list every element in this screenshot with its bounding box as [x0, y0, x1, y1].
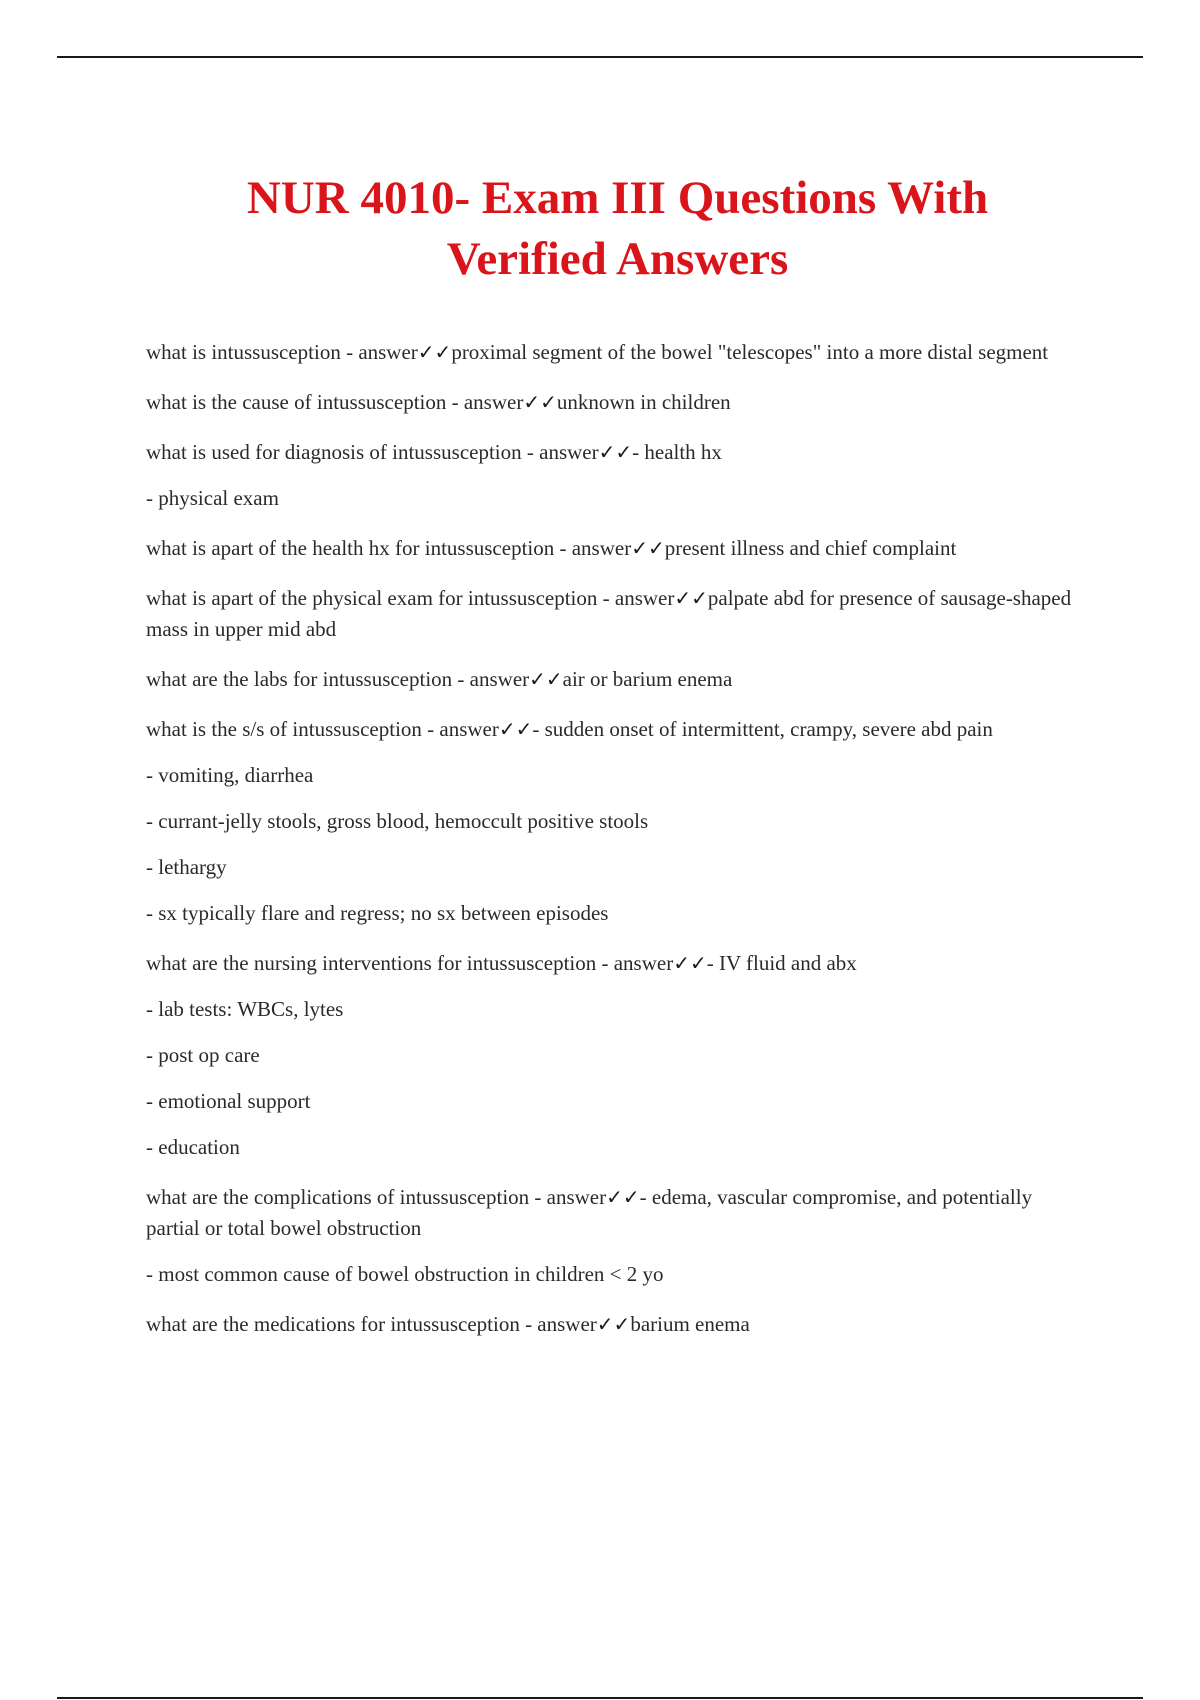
question-text: what are the labs for intussusception - answer	[146, 667, 530, 691]
double-check-icon: ✓✓	[673, 951, 707, 975]
sub-item: - sx typically flare and regress; no sx between episodes	[146, 901, 609, 925]
answer-text: air or barium enema	[562, 667, 733, 691]
qa-item	[146, 948, 1086, 979]
qa-item	[146, 337, 1086, 368]
double-check-icon: ✓✓	[523, 390, 557, 414]
double-check-icon: ✓✓	[498, 717, 533, 741]
question-text: what is the cause of intussusception - answer	[146, 390, 524, 414]
qa-item	[146, 583, 1086, 645]
qa-item	[146, 1182, 1086, 1244]
answer-text: barium enema	[630, 1312, 750, 1336]
answer-text: - health hx	[632, 440, 722, 464]
double-check-icon: ✓✓	[529, 667, 563, 691]
question-text: what is used for diagnosis of intussusception - answer	[146, 440, 599, 464]
question-text: what is apart of the health hx for intussusception - answer	[146, 536, 632, 560]
question-text: what are the medications for intussusception - answer	[146, 1312, 597, 1336]
sub-item: - post op care	[146, 1043, 260, 1067]
sub-item: - lethargy	[146, 855, 227, 879]
question-text: what is apart of the physical exam for intussusception - answer	[146, 586, 675, 610]
double-check-icon: ✓✓	[598, 440, 633, 464]
sub-item: - education	[146, 1135, 240, 1159]
answer-text: unknown in children	[556, 390, 731, 414]
question-text: what is intussusception - answer	[146, 340, 418, 364]
sub-item: - lab tests: WBCs, lytes	[146, 997, 344, 1021]
qa-item	[146, 1309, 1086, 1340]
double-check-icon: ✓✓	[417, 340, 452, 364]
answer-text: - edema, vascular compromise, and potentially partial or total bowel obstruction	[146, 1185, 1033, 1240]
question-text: what are the nursing interventions for intussusception - answer	[146, 951, 674, 975]
qa-item	[146, 533, 1086, 564]
double-check-icon: ✓✓	[606, 1185, 640, 1209]
sub-item: - most common cause of bowel obstruction in children < 2 yo	[146, 1262, 664, 1286]
top-rule	[57, 56, 1143, 58]
qa-item	[146, 714, 1086, 745]
double-check-icon: ✓✓	[631, 536, 665, 560]
answer-text: proximal segment of the bowel "telescopes" into a more distal segment	[451, 340, 1049, 364]
sub-item: - emotional support	[146, 1089, 311, 1113]
question-text: what is the s/s of intussusception - answer	[146, 717, 499, 741]
sub-item: - physical exam	[146, 486, 279, 510]
answer-text: palpate abd for presence of sausage-shaped mass in upper mid abd	[146, 586, 1072, 641]
answer-text: - IV fluid and abx	[706, 951, 857, 975]
answer-text: - sudden onset of intermittent, crampy, severe abd pain	[532, 717, 993, 741]
bottom-rule	[57, 1697, 1143, 1699]
double-check-icon: ✓✓	[596, 1312, 631, 1336]
answer-text: present illness and chief complaint	[664, 536, 957, 560]
document-title	[150, 168, 1085, 290]
qa-item	[146, 664, 1086, 695]
sub-item: - currant-jelly stools, gross blood, hemoccult positive stools	[146, 809, 649, 833]
qa-list	[146, 337, 1086, 1359]
sub-item: - vomiting, diarrhea	[146, 763, 314, 787]
title-line-1: NUR 4010- Exam III Questions With	[246, 172, 989, 224]
double-check-icon: ✓✓	[674, 586, 708, 610]
title-line-2: Verified Answers	[446, 233, 789, 285]
qa-item	[146, 387, 1086, 418]
qa-item	[146, 437, 1086, 468]
question-text: what are the complications of intussusception - answer	[146, 1185, 607, 1209]
